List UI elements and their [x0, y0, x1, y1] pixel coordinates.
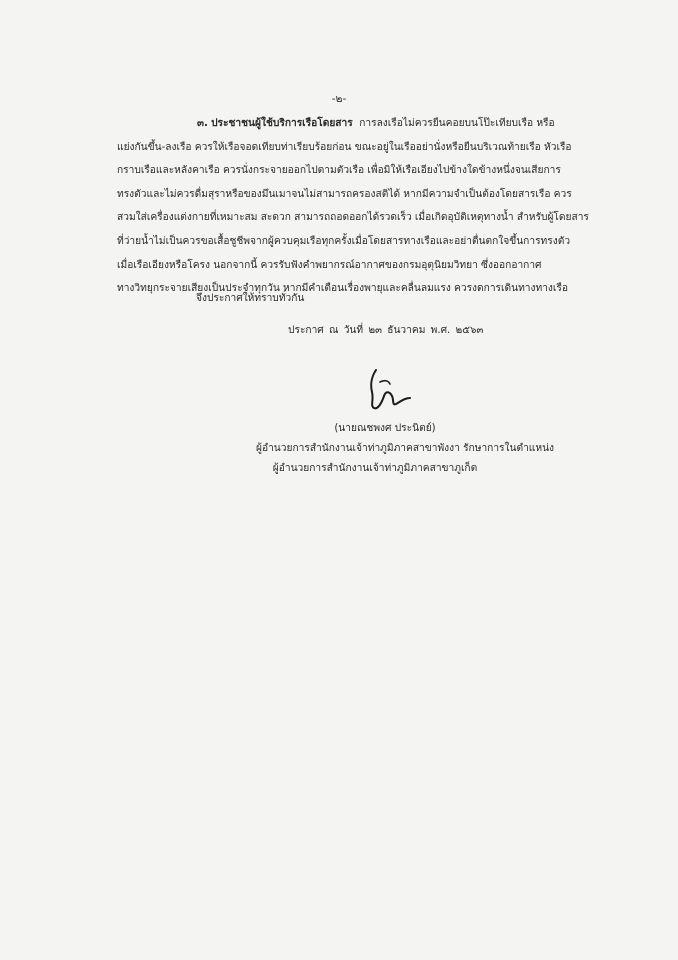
- page-number: -๒-: [331, 93, 347, 105]
- paragraph-line: ทางวิทยุกระจายเสียงเป็นประจำทุกวัน หากมีคำเตือนเรื่องพายุและคลื่นลมแรง ควรงดการเดินทางทางเรือ: [117, 283, 568, 295]
- signer-position-acting: ผู้อำนวยการสำนักงานเจ้าท่าภูมิภาคสาขาพังงา รักษาการในตำแหน่ง: [256, 443, 555, 454]
- section-number: ๓.: [197, 118, 208, 129]
- paragraph-line: ทรงตัวและไม่ควรดื่มสุราหรือของมึนเมาจนไม่สามารถครองสติได้ หากมีความจำเป็นต้องโดยสารเรือ ควร: [117, 188, 572, 200]
- paragraph-line: สวมใส่เครื่องแต่งกายที่เหมาะสม สะดวก สามารถถอดออกได้รวดเร็ว เมื่อเกิดอุบัติเหตุทางน้ำ สำหรับผู้โดยสาร: [117, 212, 589, 224]
- handwritten-signature: [362, 362, 414, 414]
- paragraph-line: ที่ว่ายน้ำไม่เป็นควรขอเสื้อชูชีพจากผู้ควบคุมเรือทุกครั้งเมื่อโดยสารทางเรือและอย่าตื่นตกใจขึ้นการทรงตัว: [117, 235, 571, 247]
- signer-position-title: ผู้อำนวยการสำนักงานเจ้าท่าภูมิภาคสาขาภูเก็ต: [272, 463, 478, 474]
- announcement-closing: จึงประกาศให้ทราบทั่วกัน: [196, 293, 305, 304]
- section-3-paragraph: [117, 112, 589, 301]
- announcement-date: ประกาศ ณ วันที่ ๒๓ ธันวาคม พ.ศ. ๒๕๖๓: [288, 325, 484, 336]
- paragraph-line: แย่งกันขึ้น-ลงเรือ ควรให้เรือจอดเทียบท่าเรียบร้อยก่อน ขณะอยู่ในเรืออย่านั่งหรือยืนบริเวณท้ายเรือ หัวเรือ: [117, 141, 572, 153]
- paragraph-line: เมื่อเรือเอียงหรือโครง นอกจากนี้ ควรรับฟังคำพยากรณ์อากาศของกรมอุตุนิยมวิทยา ซึ่งออกอากาศ: [117, 259, 542, 271]
- signer-name: (นายณชพงศ ประนิตย์): [334, 423, 436, 434]
- section-first-line-text: การลงเรือไม่ควรยืนคอยบนโป๊ะเทียบเรือ หรือ: [359, 118, 555, 129]
- paragraph-line: กราบเรือและหลังคาเรือ ควรนั่งกระจายออกไปตามตัวเรือ เพื่อมิให้เรือเอียงไปข้างใดข้างหนึ่งจนเสียการ: [117, 165, 561, 177]
- section-heading: ประชาชนผู้ใช้บริการเรือโดยสาร: [211, 118, 353, 129]
- paragraph-line: [117, 112, 589, 136]
